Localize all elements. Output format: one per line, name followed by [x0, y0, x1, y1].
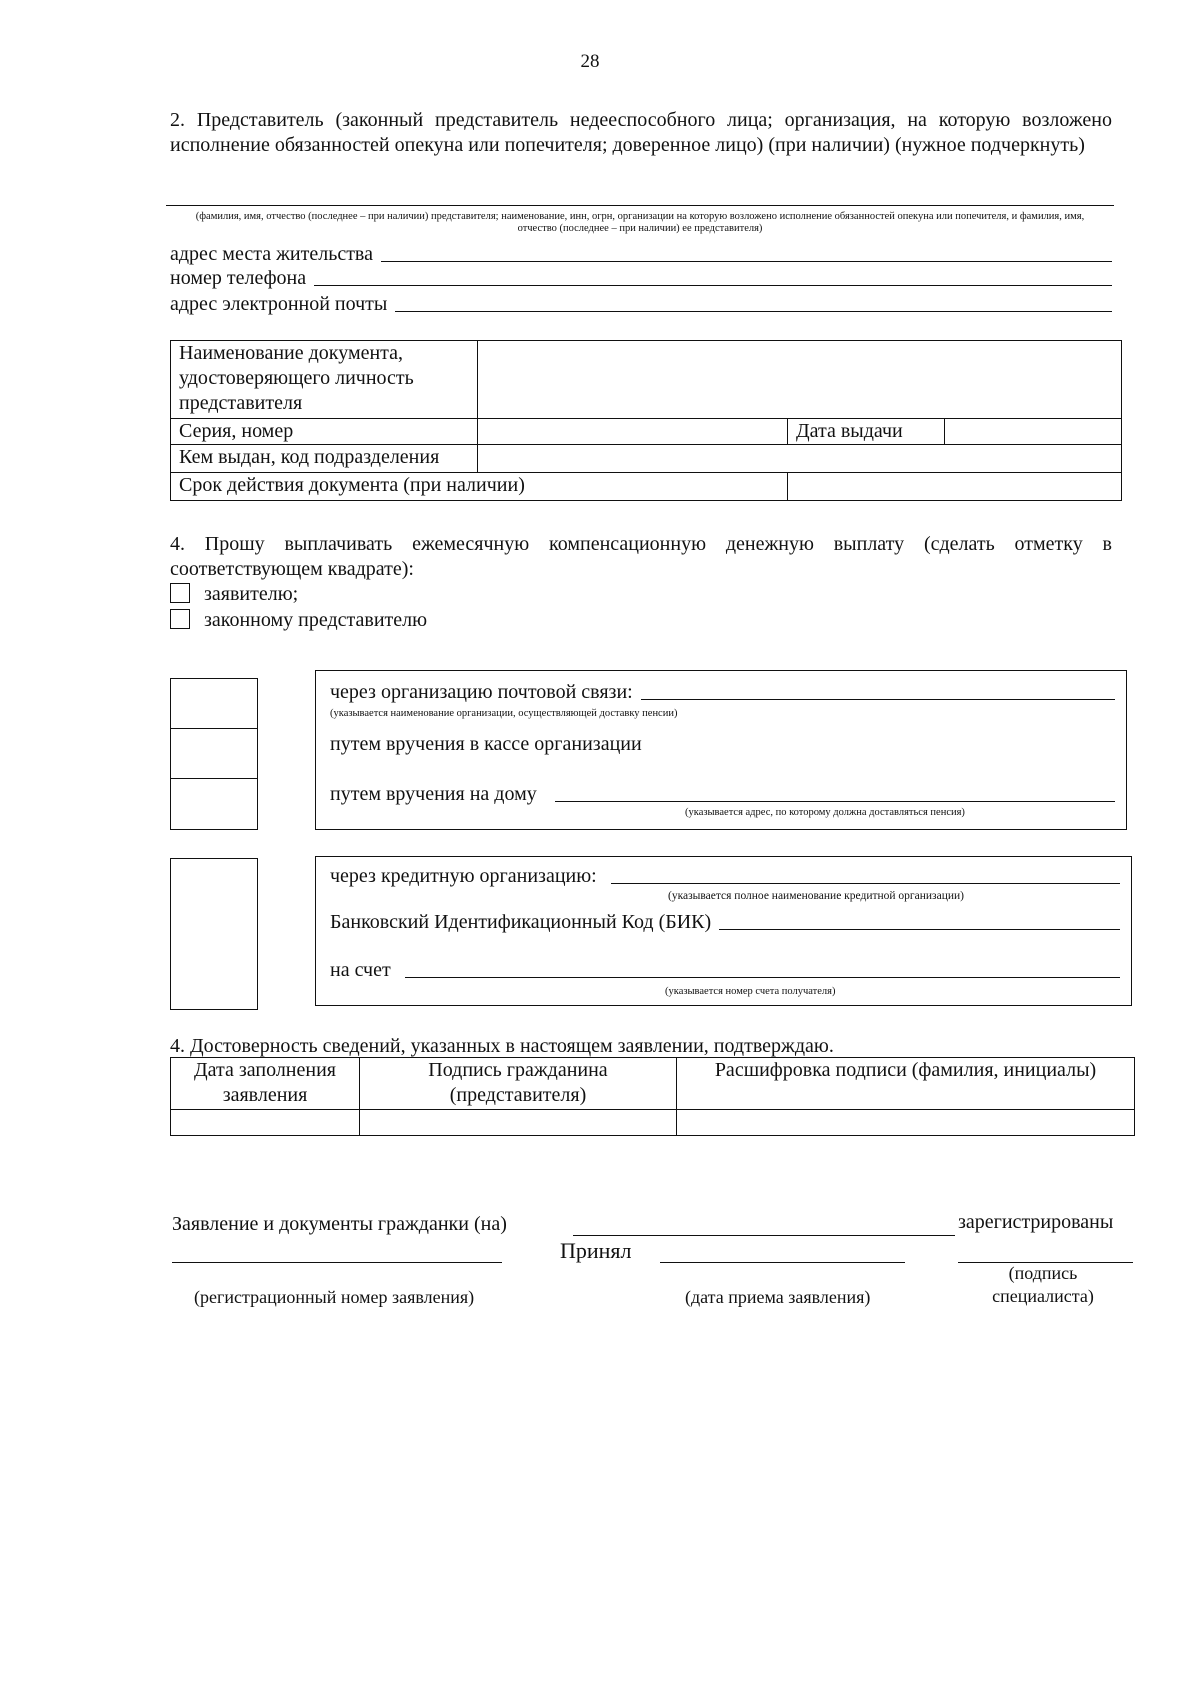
date-hint: (дата приема заявления)	[685, 1287, 871, 1307]
reg-number-field[interactable]	[172, 1262, 502, 1263]
bank-row	[330, 864, 1120, 889]
bank-label: через кредитную организацию:	[330, 865, 597, 887]
bik-row	[330, 910, 1120, 935]
date-cell[interactable]	[171, 1110, 360, 1136]
reg-number-hint: (регистрационный номер заявления)	[194, 1287, 475, 1307]
bank-field[interactable]	[611, 883, 1120, 884]
citizen-name-field[interactable]	[573, 1235, 955, 1236]
account-field[interactable]	[405, 977, 1120, 978]
account-row	[330, 958, 1120, 983]
registered-label: зарегистрированы	[958, 1211, 1114, 1233]
address-field[interactable]	[381, 261, 1112, 262]
confirm-table	[170, 1057, 1135, 1136]
bik-field[interactable]	[719, 929, 1120, 930]
bank-checkbox[interactable]	[170, 858, 258, 1010]
decipher-cell[interactable]	[677, 1110, 1135, 1136]
postal-field[interactable]	[641, 699, 1115, 700]
docs-label: Заявление и документы гражданки (на)	[172, 1213, 507, 1235]
issued-by-field[interactable]	[478, 445, 1122, 473]
postal-checkbox[interactable]	[171, 679, 257, 729]
issued-by-label: Кем выдан, код подразделения	[171, 445, 478, 473]
section2-text: 2. Представитель (законный представитель недееспособного лица; организация, на которую возложено исполнение обязанностей опекуна или попечителя; доверенное лицо) (при наличии) (нужное подчеркнуть)	[170, 109, 1112, 156]
bik-label: Банковский Идентификационный Код (БИК)	[330, 911, 712, 933]
phone-label: номер телефона	[170, 267, 307, 289]
postal-label: через организацию почтовой связи:	[330, 681, 633, 703]
representative-name-line[interactable]	[166, 205, 1114, 206]
home-hint: (указывается адрес, по которому должна доставляться пенсия)	[685, 807, 965, 818]
postal-checkbox-group	[170, 678, 258, 830]
option-applicant	[170, 582, 298, 607]
applicant-checkbox[interactable]	[170, 583, 190, 603]
col-signature-header: Подпись гражданина (представителя)	[360, 1058, 677, 1110]
issue-date-field[interactable]	[945, 419, 1122, 445]
section4-text: 4. Прошу выплачивать ежемесячную компенсационную денежную выплату (сделать отметку в соответствующем квадрате):	[170, 533, 1112, 580]
bank-hint: (указывается полное наименование кредитной организации)	[668, 890, 964, 902]
postal-row	[330, 680, 1115, 705]
accepted-label: Принял	[560, 1238, 632, 1263]
phone-row	[170, 266, 1112, 291]
option-applicant-label: заявителю;	[204, 583, 299, 605]
home-label: путем вручения на дому	[330, 783, 537, 805]
confirm-text: 4. Достоверность сведений, указанных в настоящем заявлении, подтверждаю.	[170, 1035, 834, 1057]
issue-date-label: Дата выдачи	[788, 419, 945, 445]
address-row	[170, 242, 1112, 267]
representative-checkbox[interactable]	[170, 609, 190, 629]
home-field[interactable]	[555, 801, 1115, 802]
option-representative	[170, 608, 427, 633]
signature-cell[interactable]	[360, 1110, 677, 1136]
page-number: 28	[580, 51, 600, 72]
series-number-field[interactable]	[478, 419, 788, 445]
email-label: адрес электронной почты	[170, 293, 388, 315]
id-document-table	[170, 340, 1122, 501]
col-date-header: Дата заполнения заявления	[171, 1058, 360, 1110]
accept-date-field[interactable]	[660, 1262, 905, 1263]
email-row	[170, 292, 1112, 317]
validity-field[interactable]	[788, 473, 1122, 501]
series-number-label: Серия, номер	[171, 419, 478, 445]
account-label: на счет	[330, 959, 391, 981]
cashier-label: путем вручения в кассе организации	[330, 733, 642, 755]
postal-hint: (указывается наименование организации, осуществляющей доставку пенсии)	[330, 708, 678, 719]
phone-field[interactable]	[314, 285, 1112, 286]
email-field[interactable]	[395, 311, 1112, 312]
home-row	[330, 782, 1115, 807]
home-checkbox[interactable]	[171, 779, 257, 829]
validity-label: Срок действия документа (при наличии)	[171, 473, 788, 501]
signature-hint: (подпись специалиста)	[992, 1263, 1094, 1306]
cashier-checkbox[interactable]	[171, 729, 257, 779]
account-hint: (указывается номер счета получателя)	[665, 986, 836, 997]
doc-name-field[interactable]	[478, 341, 1122, 419]
option-representative-label: законному представителю	[204, 609, 428, 631]
doc-name-label: Наименование документа, удостоверяющего личность представителя	[171, 341, 478, 419]
col-decipher-header: Расшифровка подписи (фамилия, инициалы)	[677, 1058, 1135, 1110]
representative-name-hint: (фамилия, имя, отчество (последнее – при наличии) представителя; наименование, инн, огрн, организации на которую возложено исполнение обязанностей опекуна или попечителя, и фамилия, имя, отчество (последнее – при наличии) ее представителя)	[195, 211, 1085, 234]
address-label: адрес места жительства	[170, 243, 373, 265]
